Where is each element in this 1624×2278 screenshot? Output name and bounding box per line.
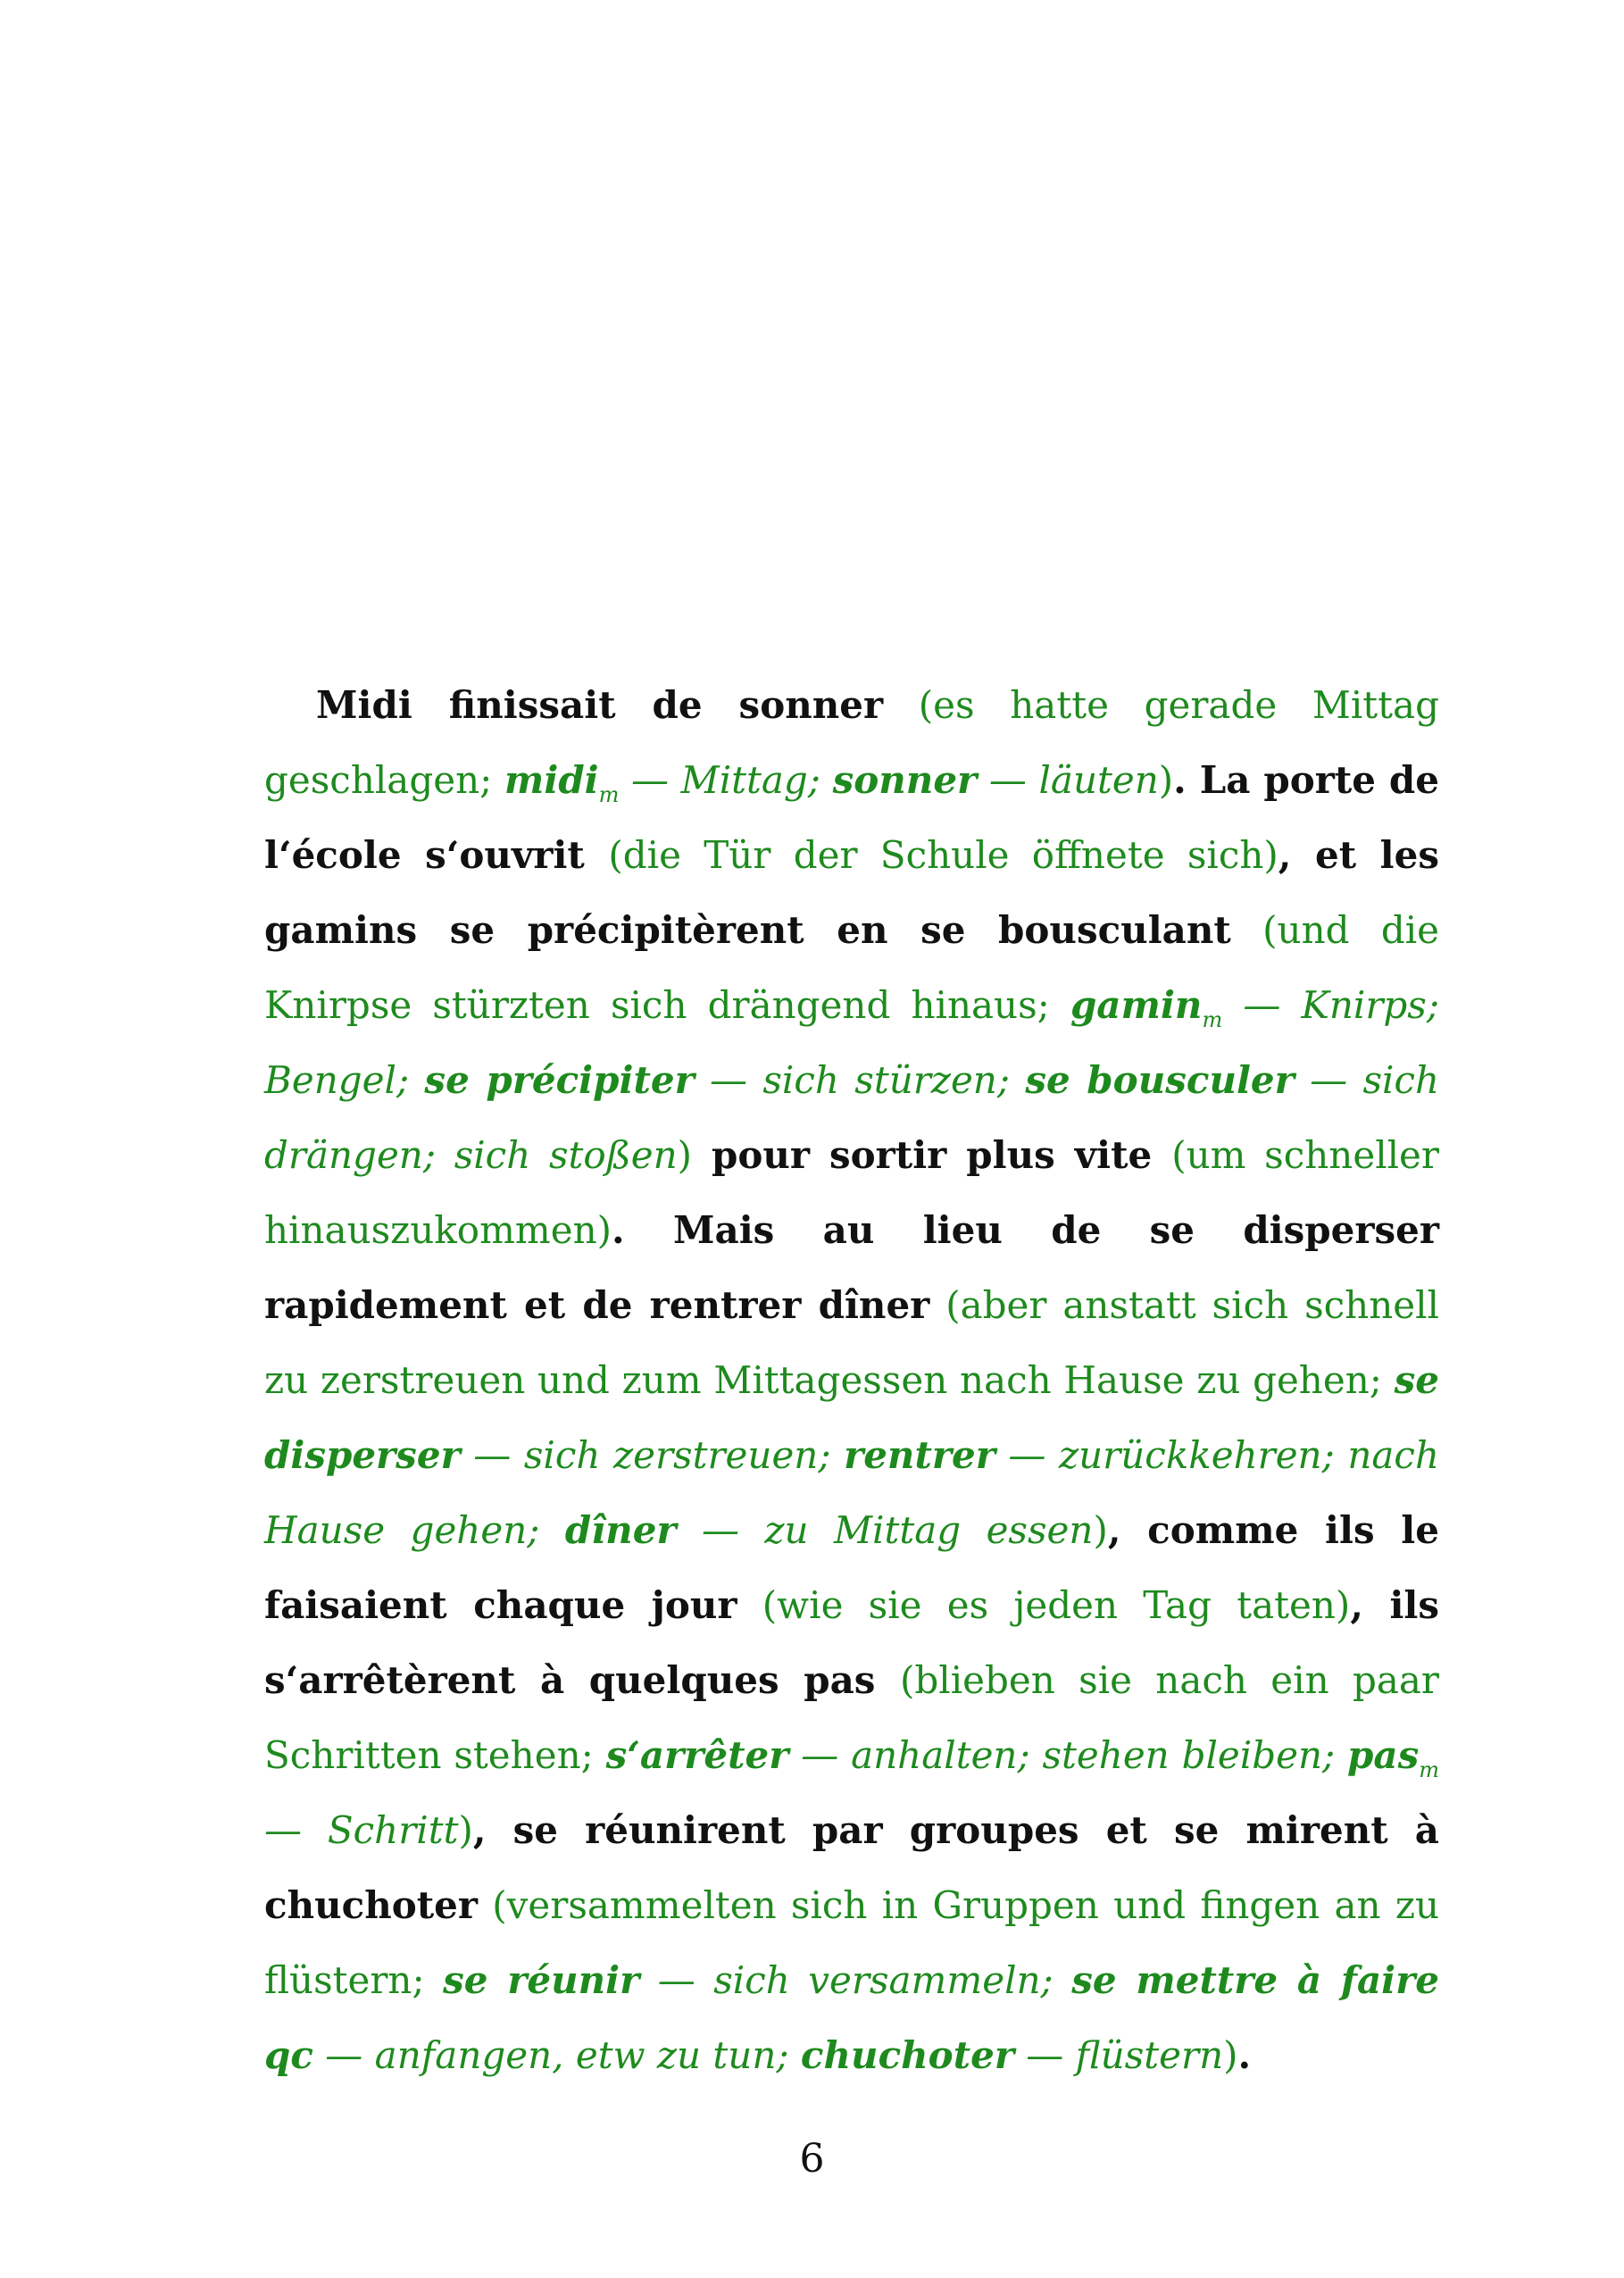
french-text: pour sortir plus vite bbox=[692, 1133, 1172, 1177]
german-gloss: (wie sie es jeden Tag taten) bbox=[737, 1583, 1351, 1627]
vocab-word: s‘arrêter bbox=[605, 1733, 789, 1777]
bilingual-paragraph bbox=[264, 668, 1439, 2093]
german-gloss: (und die Knirpse stürzten sich drängend hinaus; gamin$_m$ — Knirps; Bengel; se précipiter — sich stürzen; se bousculer — sich drängen; sich stoßen) bbox=[264, 908, 1440, 1177]
vocab-definition: — sich stürzen; bbox=[694, 1058, 1026, 1102]
vocab-definition: — anfangen, etw zu tun; bbox=[312, 2033, 801, 2077]
vocab-word: gamin bbox=[1070, 983, 1203, 1027]
vocab-word: se précipiter bbox=[424, 1058, 695, 1102]
german-gloss: (blieben sie nach ein paar Schritten stehen; s‘arrêter — anhalten; stehen bleiben; pas$_m$ — Schritt) bbox=[264, 1658, 1440, 1852]
vocab-word: se mettre à faire qc bbox=[264, 1958, 1439, 2077]
bilingual-text-block bbox=[264, 668, 1439, 2093]
vocab-word: se réunir bbox=[443, 1958, 640, 2002]
vocab-definition: — sich drängen; sich stoßen bbox=[264, 1058, 1440, 1177]
vocab-definition: — anhalten; stehen bleiben; bbox=[788, 1733, 1348, 1777]
french-text: , ils s‘arrêtèrent à quelques pas bbox=[264, 1583, 1439, 1702]
vocab-definition: — sich versammeln; bbox=[639, 1958, 1072, 2002]
vocab-definition: — zurückkehren; nach Hause gehen; bbox=[264, 1433, 1439, 1552]
french-text: , se réunirent par groupes et se mirent à chuchoter bbox=[264, 1808, 1439, 1927]
german-gloss: (versammelten sich in Gruppen und fingen an zu flüstern; se réunir — sich versammeln; se mettre à faire qc — anfangen, etw zu tun; chuchoter — flüstern) bbox=[264, 1883, 1439, 2077]
vocab-word: sonner bbox=[832, 758, 978, 802]
french-text: Midi finissait de sonner bbox=[316, 683, 884, 727]
vocab-word: pas bbox=[1347, 1733, 1420, 1777]
vocab-definition: — flüstern bbox=[1013, 2033, 1224, 2077]
vocab-word: dîner bbox=[564, 1508, 677, 1552]
german-gloss: (aber anstatt sich schnell zu zerstreuen und zum Mittagessen nach Hause zu gehen; se disperser — sich zerstreuen; rentrer — zurückkehren; nach Hause gehen; dîner — zu Mittag essen) bbox=[264, 1283, 1439, 1552]
vocab-word: se bousculer bbox=[1025, 1058, 1295, 1102]
vocab-word: se disperser bbox=[264, 1358, 1439, 1477]
vocab-word: rentrer bbox=[844, 1433, 995, 1477]
vocab-definition: — Mittag; bbox=[619, 758, 833, 802]
vocab-definition: — zu Mittag essen bbox=[676, 1508, 1094, 1552]
vocab-definition: — Schritt bbox=[264, 1808, 459, 1852]
gender-marker: m bbox=[1419, 1757, 1440, 1782]
french-text: . bbox=[1237, 2033, 1252, 2077]
vocab-word: midi bbox=[504, 758, 599, 802]
german-gloss: (um schneller hinauszukommen) bbox=[264, 1133, 1439, 1252]
gender-marker: m bbox=[598, 782, 620, 807]
german-gloss: (die Tür der Schule öffnete sich) bbox=[608, 833, 1278, 877]
french-text: . La porte de l‘école s‘ouvrit bbox=[264, 758, 1439, 877]
gender-marker: m bbox=[1202, 1007, 1223, 1032]
vocab-definition: — läuten bbox=[977, 758, 1159, 802]
french-text: , comme ils le faisaient chaque jour bbox=[264, 1508, 1439, 1627]
french-text: , et les gamins se précipitèrent en se bousculant bbox=[264, 833, 1439, 952]
vocab-definition: — Knirps; Bengel; bbox=[264, 983, 1439, 1102]
vocab-word: chuchoter bbox=[800, 2033, 1014, 2077]
french-text: . Mais au lieu de se disperser rapidement et de rentrer dîner bbox=[264, 1208, 1439, 1327]
german-gloss: (es hatte gerade Mittag geschlagen; midi$_m$ — Mittag; sonner — läuten) bbox=[264, 683, 1439, 807]
vocab-definition: — sich zerstreuen; bbox=[460, 1433, 845, 1477]
page-number: 6 bbox=[799, 2136, 825, 2182]
